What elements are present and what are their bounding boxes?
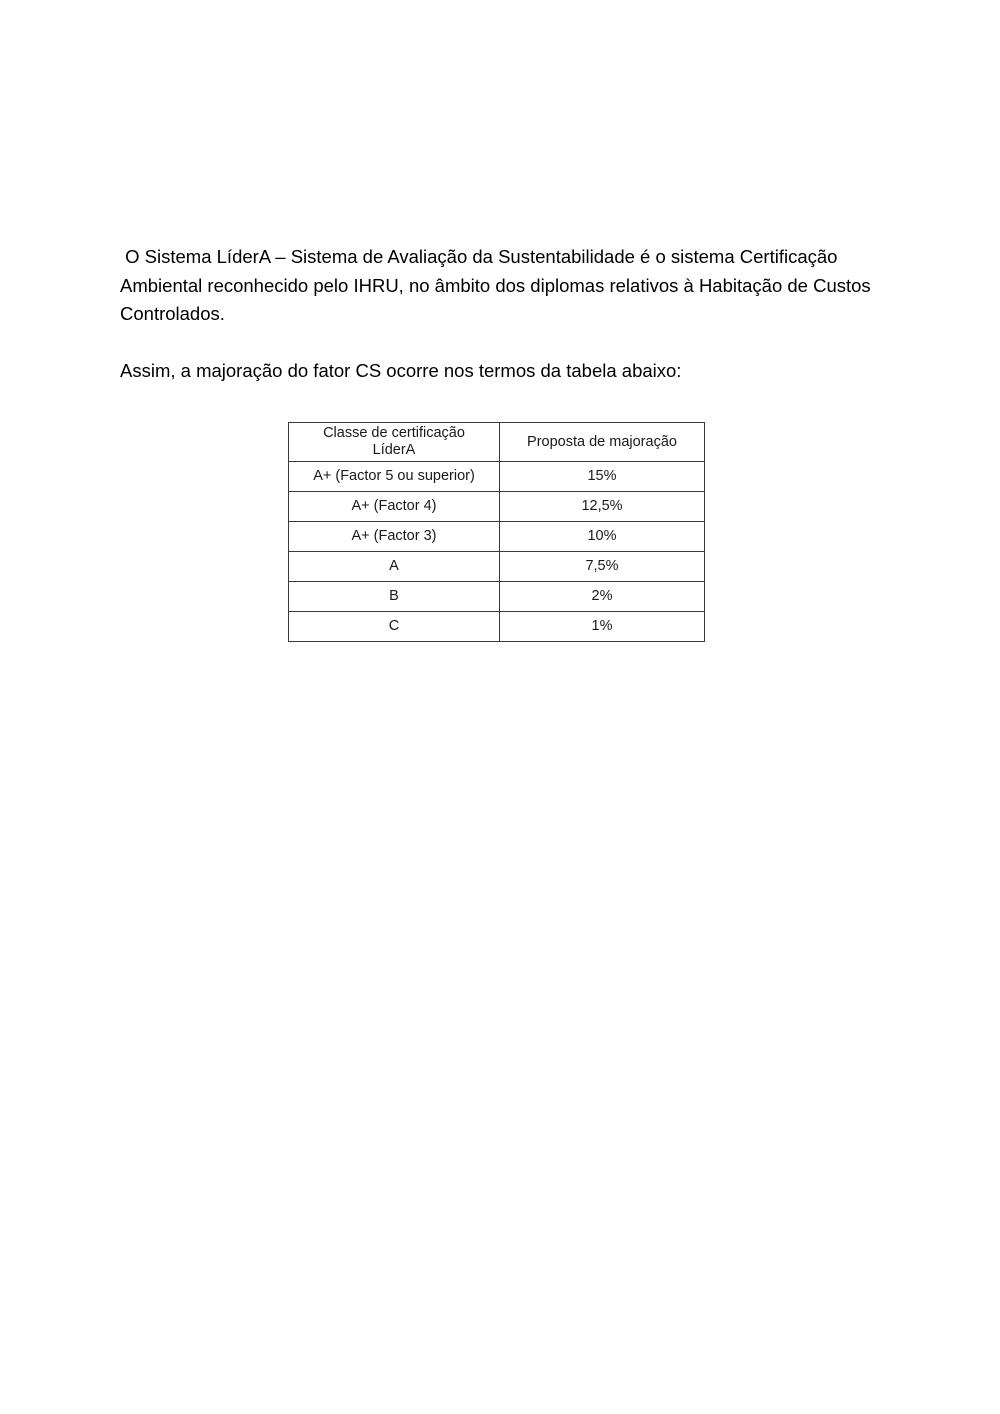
table-row: [289, 492, 705, 522]
table-header-row: [289, 423, 705, 462]
paragraph-tabela-intro: Assim, a majoração do fator CS ocorre nos termos da tabela abaixo:: [120, 359, 682, 381]
table-body: [289, 462, 705, 642]
column-header-classe-certificacao: [289, 423, 500, 462]
table-row: [289, 612, 705, 642]
paragraph-lidera-intro: O Sistema LíderA – Sistema de Avaliação da Sustentabilidade é o sistema Certificação Ambiental reconhecido pelo IHRU, no âmbito dos diplomas relativos à Habitação de Custos Controlados.: [120, 246, 876, 324]
document-body: [120, 243, 880, 385]
table-row: [289, 522, 705, 552]
majoracao-table: [288, 422, 705, 642]
cell-majoracao: 2%: [500, 582, 705, 612]
cell-classe: A+ (Factor 4): [289, 492, 500, 522]
cell-classe: A: [289, 552, 500, 582]
cell-classe: B: [289, 582, 500, 612]
cell-majoracao: 10%: [500, 522, 705, 552]
column-header-classe-line1: Classe de certificação: [323, 425, 465, 441]
cell-majoracao: 15%: [500, 462, 705, 492]
cell-majoracao: 12,5%: [500, 492, 705, 522]
table-row: [289, 552, 705, 582]
cell-majoracao: 1%: [500, 612, 705, 642]
cell-majoracao: 7,5%: [500, 552, 705, 582]
column-header-classe-line2: LíderA: [372, 442, 416, 458]
table-row: [289, 582, 705, 612]
table-row: [289, 462, 705, 492]
cell-classe: C: [289, 612, 500, 642]
paragraph-spacer: [120, 329, 880, 357]
table-header: [289, 423, 705, 462]
cell-classe: A+ (Factor 5 ou superior): [289, 462, 500, 492]
column-header-proposta-majoracao: Proposta de majoração: [500, 423, 705, 462]
majoracao-table-container: [288, 422, 704, 642]
cell-classe: A+ (Factor 3): [289, 522, 500, 552]
